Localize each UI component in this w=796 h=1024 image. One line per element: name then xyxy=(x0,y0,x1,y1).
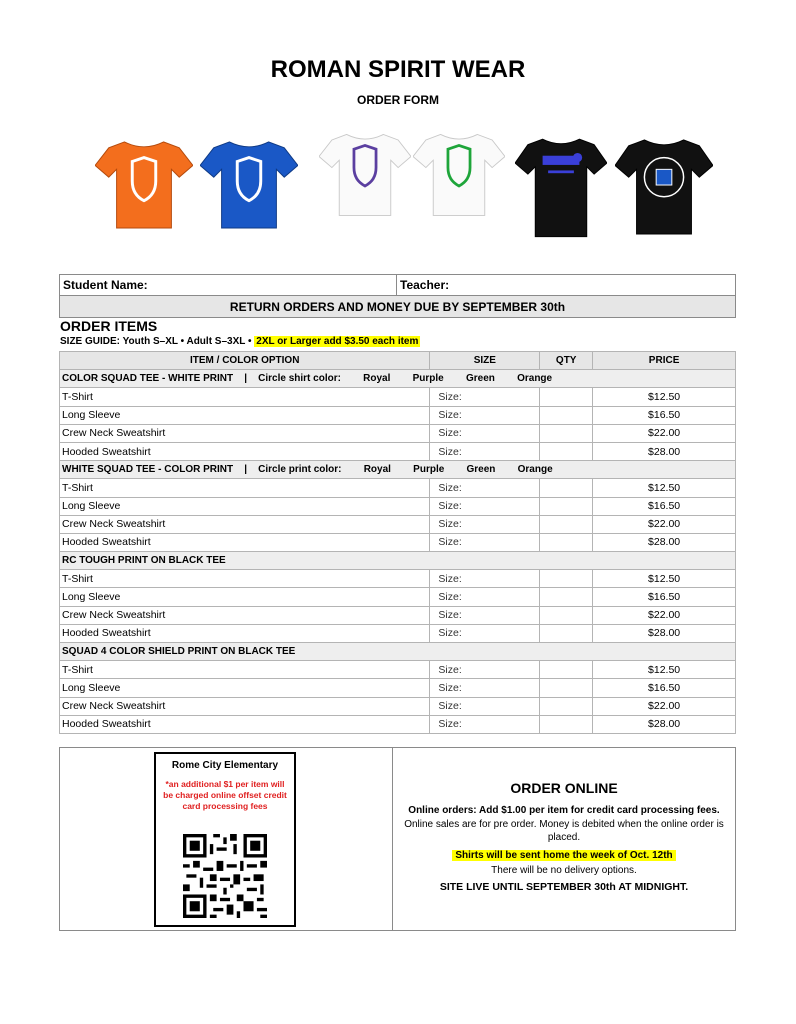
qr-card xyxy=(154,752,296,927)
item-name: Crew Neck Sweatshirt xyxy=(60,697,430,715)
form-subtitle: ORDER FORM xyxy=(357,93,439,107)
fee-note: *an additional $1 per item will be charged online offset credit card processing fees xyxy=(163,779,287,811)
table-row xyxy=(60,442,736,460)
size-input[interactable]: Size: xyxy=(430,679,540,697)
qty-input[interactable] xyxy=(540,442,593,460)
col-size-header: SIZE xyxy=(430,352,540,370)
item-price: $22.00 xyxy=(593,424,736,442)
size-input[interactable]: Size: xyxy=(430,588,540,606)
black-tee-squad-print-icon xyxy=(515,132,607,242)
qty-input[interactable] xyxy=(540,533,593,551)
size-input[interactable]: Size: xyxy=(430,406,540,424)
item-price: $28.00 xyxy=(593,715,736,733)
size-input[interactable]: Size: xyxy=(430,515,540,533)
table-row xyxy=(60,388,736,406)
qr-section xyxy=(60,748,393,930)
item-name: T-Shirt xyxy=(60,570,430,588)
table-row xyxy=(60,661,736,679)
order-table xyxy=(59,351,736,734)
royal-blue-tee-shield-print-icon xyxy=(200,138,298,230)
qty-input[interactable] xyxy=(540,570,593,588)
item-name: T-Shirt xyxy=(60,661,430,679)
category-row xyxy=(60,552,736,570)
item-price: $12.50 xyxy=(593,570,736,588)
online-fee-line: Online orders: Add $1.00 per item for credit card processing fees. xyxy=(408,805,720,816)
student-name-label: Student Name: xyxy=(63,278,148,292)
item-name: Hooded Sweatshirt xyxy=(60,624,430,642)
item-name: T-Shirt xyxy=(60,388,430,406)
return-note: RETURN ORDERS AND MONEY DUE BY SEPTEMBER 30th xyxy=(60,296,735,317)
category-title: WHITE SQUAD TEE - COLOR PRINT | Circle print color: Royal Purple Green Orange xyxy=(60,461,736,479)
qty-input[interactable] xyxy=(540,424,593,442)
qty-input[interactable] xyxy=(540,715,593,733)
table-row xyxy=(60,697,736,715)
white-tee-green-print-icon xyxy=(413,128,505,220)
item-price: $16.50 xyxy=(593,406,736,424)
table-row xyxy=(60,533,736,551)
table-row xyxy=(60,624,736,642)
black-tee-rc-tough-print-icon xyxy=(615,136,713,236)
size-input[interactable]: Size: xyxy=(430,624,540,642)
col-qty-header: QTY xyxy=(540,352,593,370)
category-row xyxy=(60,370,736,388)
qr-code-icon[interactable] xyxy=(183,834,267,918)
item-price: $16.50 xyxy=(593,588,736,606)
item-price: $28.00 xyxy=(593,533,736,551)
qty-input[interactable] xyxy=(540,606,593,624)
qty-input[interactable] xyxy=(540,697,593,715)
size-input[interactable]: Size: xyxy=(430,388,540,406)
size-input[interactable]: Size: xyxy=(430,697,540,715)
size-input[interactable]: Size: xyxy=(430,715,540,733)
col-item-header: ITEM / COLOR OPTION xyxy=(60,352,430,370)
school-name: Rome City Elementary xyxy=(171,760,279,771)
size-input[interactable]: Size: xyxy=(430,570,540,588)
table-row xyxy=(60,497,736,515)
table-row xyxy=(60,588,736,606)
ordering-panel xyxy=(59,747,736,931)
orange-tee-shield-print-icon xyxy=(95,138,193,230)
item-name: Hooded Sweatshirt xyxy=(60,533,430,551)
table-row xyxy=(60,570,736,588)
item-name: Long Sleeve xyxy=(60,679,430,697)
site-live-line: SITE LIVE UNTIL SEPTEMBER 30th AT MIDNIGHT. xyxy=(439,881,689,893)
shirt-gallery xyxy=(95,126,715,246)
size-input[interactable]: Size: xyxy=(430,424,540,442)
table-row xyxy=(60,606,736,624)
item-price: $12.50 xyxy=(593,479,736,497)
qty-input[interactable] xyxy=(540,406,593,424)
qty-input[interactable] xyxy=(540,624,593,642)
item-price: $22.00 xyxy=(593,697,736,715)
size-input[interactable]: Size: xyxy=(430,442,540,460)
item-price: $22.00 xyxy=(593,606,736,624)
qty-input[interactable] xyxy=(540,479,593,497)
size-input[interactable]: Size: xyxy=(430,606,540,624)
item-name: Crew Neck Sweatshirt xyxy=(60,424,430,442)
white-tee-purple-print-icon xyxy=(319,128,411,220)
qty-input[interactable] xyxy=(540,661,593,679)
no-delivery-line: There will be no delivery options. xyxy=(491,865,637,876)
size-guide xyxy=(60,336,420,347)
table-row xyxy=(60,424,736,442)
item-name: Long Sleeve xyxy=(60,406,430,424)
item-price: $12.50 xyxy=(593,661,736,679)
col-price-header: PRICE xyxy=(593,352,736,370)
student-info-table xyxy=(59,274,736,318)
qty-input[interactable] xyxy=(540,679,593,697)
online-preorder-line: Online sales are for pre order. Money is debited when the online order is placed. xyxy=(404,819,724,843)
item-name: Long Sleeve xyxy=(60,588,430,606)
qty-input[interactable] xyxy=(540,588,593,606)
category-title: RC TOUGH PRINT ON BLACK TEE xyxy=(60,552,736,570)
item-price: $28.00 xyxy=(593,624,736,642)
size-input[interactable]: Size: xyxy=(430,479,540,497)
item-price: $16.50 xyxy=(593,679,736,697)
item-price: $22.00 xyxy=(593,515,736,533)
qty-input[interactable] xyxy=(540,497,593,515)
teacher-field[interactable] xyxy=(397,275,735,295)
table-row xyxy=(60,479,736,497)
size-guide-text: SIZE GUIDE: Youth S–XL • Adult S–3XL • xyxy=(60,336,252,347)
size-guide-highlight: 2XL or Larger add $3.50 each item xyxy=(256,336,419,347)
category-title: SQUAD 4 COLOR SHIELD PRINT ON BLACK TEE xyxy=(60,643,736,661)
size-input[interactable]: Size: xyxy=(430,533,540,551)
item-name: Crew Neck Sweatshirt xyxy=(60,606,430,624)
order-items-heading: ORDER ITEMS xyxy=(60,318,158,334)
size-input[interactable]: Size: xyxy=(430,497,540,515)
item-name: Hooded Sweatshirt xyxy=(60,715,430,733)
ship-date-highlight: Shirts will be sent home the week of Oct. 12th xyxy=(452,850,675,861)
item-name: Long Sleeve xyxy=(60,497,430,515)
item-name: Crew Neck Sweatshirt xyxy=(60,515,430,533)
table-row xyxy=(60,679,736,697)
student-name-field[interactable] xyxy=(60,275,397,295)
table-row xyxy=(60,406,736,424)
order-online-section xyxy=(393,748,735,930)
table-row xyxy=(60,715,736,733)
table-row xyxy=(60,515,736,533)
teacher-label: Teacher: xyxy=(400,278,450,292)
qty-input[interactable] xyxy=(540,388,593,406)
category-title: COLOR SQUAD TEE - WHITE PRINT | Circle shirt color: Royal Purple Green Orange xyxy=(60,370,736,388)
item-price: $28.00 xyxy=(593,442,736,460)
item-price: $12.50 xyxy=(593,388,736,406)
qty-input[interactable] xyxy=(540,515,593,533)
item-name: T-Shirt xyxy=(60,479,430,497)
size-input[interactable]: Size: xyxy=(430,661,540,679)
order-online-title: ORDER ONLINE xyxy=(510,780,618,796)
item-price: $16.50 xyxy=(593,497,736,515)
category-row xyxy=(60,461,736,479)
form-title: ROMAN SPIRIT WEAR xyxy=(270,56,526,83)
category-row xyxy=(60,643,736,661)
item-name: Hooded Sweatshirt xyxy=(60,442,430,460)
